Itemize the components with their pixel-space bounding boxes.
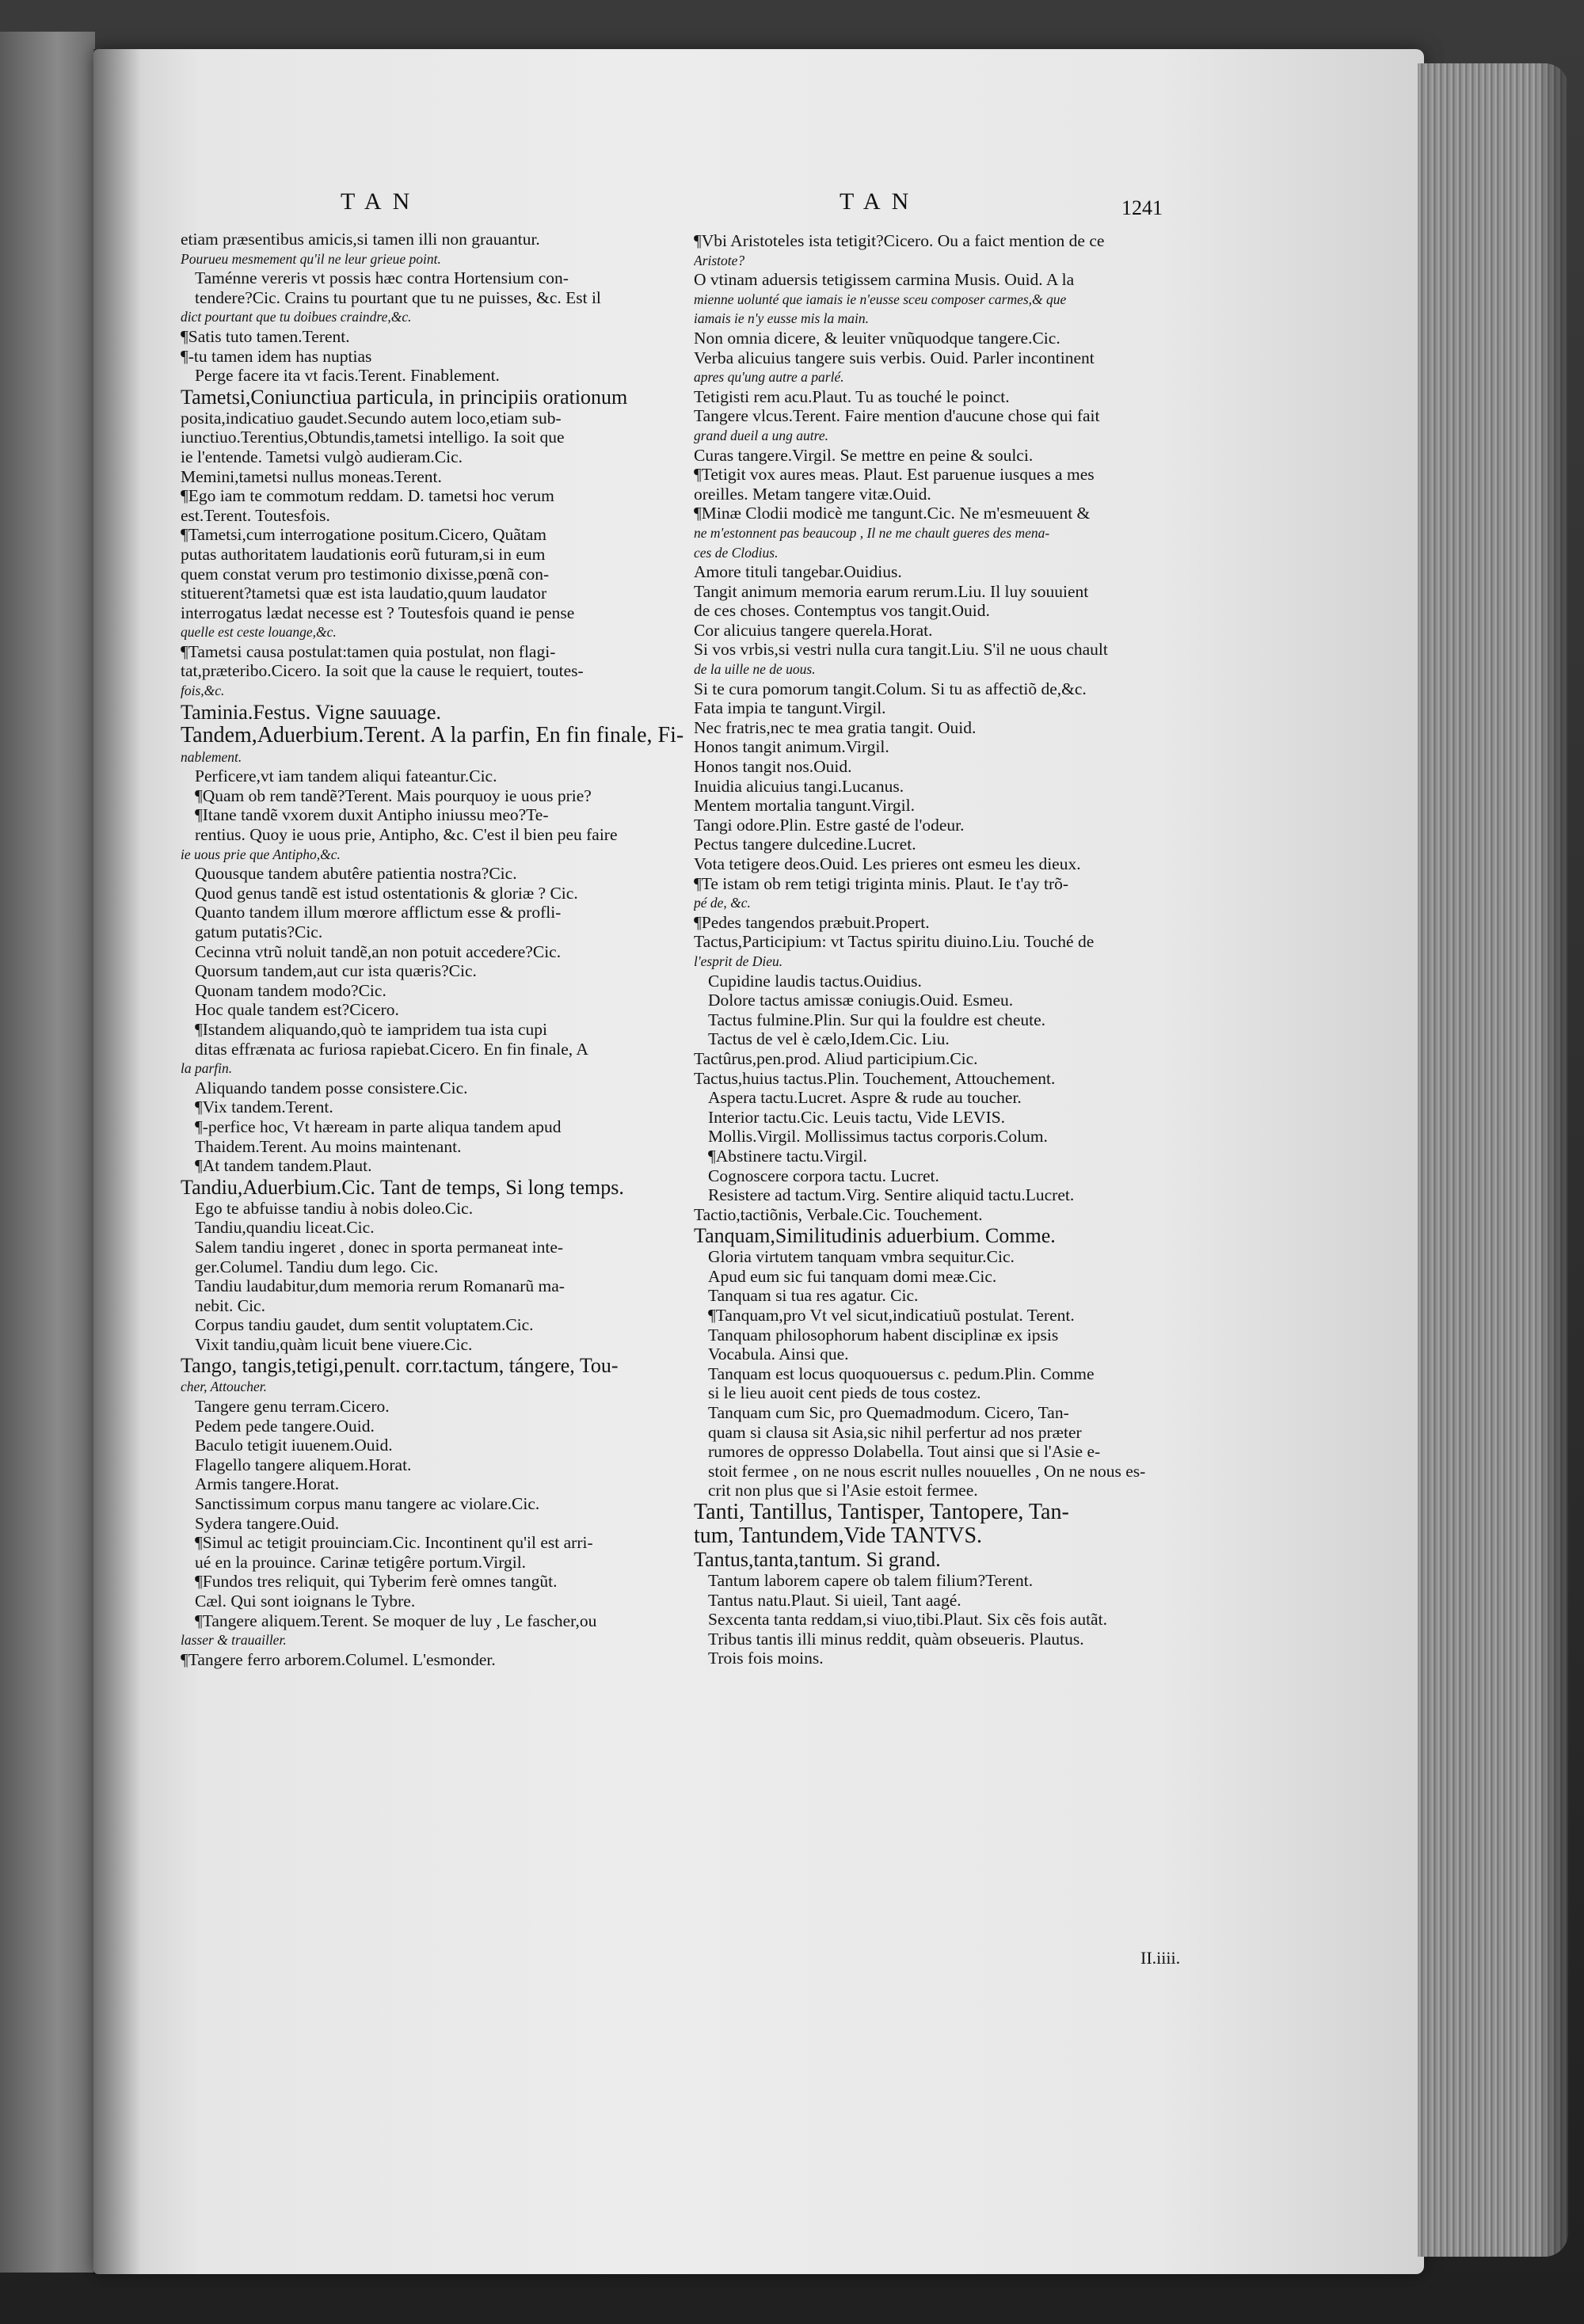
text-line: Mollis.Virgil. Mollissimus tactus corporis.Colum.: [708, 1127, 1048, 1147]
text-line: Armis tangere.Horat.: [195, 1474, 340, 1494]
text-line: Tandiu laudabitur,dum memoria rerum Romanarũ ma-: [195, 1276, 565, 1296]
text-line: Flagello tangere aliquem.Horat.: [195, 1455, 412, 1474]
text-line: crit non plus que si l'Asie estoit fermee.: [708, 1481, 978, 1501]
text-line: ¶Vbi Aristoteles ista tetigit?Cicero. Ou a faict mention de ce: [694, 231, 1105, 250]
text-line: Quorsum tandem,aut cur ista quæris?Cic.: [195, 961, 477, 981]
text-line: Tandem,Aduerbium.Terent. A la parfin, En fin finale, Fi-: [181, 723, 684, 747]
text-line: Amore tituli tangebar.Ouidius.: [694, 562, 902, 582]
text-line: ¶Tanquam,pro Vt vel sicut,indicatiuũ postulat. Terent.: [708, 1306, 1075, 1326]
text-line: Ego te abfuisse tandiu à nobis doleo.Cic.: [195, 1198, 474, 1218]
text-line: Tametsi,Coniunctiua particula, in principiis orationum: [181, 385, 628, 409]
text-line: de la uille ne de uous.: [694, 661, 816, 678]
text-line: Pourueu mesmement qu'il ne leur grieue point.: [181, 250, 441, 267]
text-line: Memini,tametsi nullus moneas.Terent.: [181, 466, 442, 486]
text-line: ¶Satis tuto tamen.Terent.: [181, 326, 350, 346]
text-line: Tactus,huius tactus.Plin. Touchement, Attouchement.: [694, 1068, 1056, 1088]
text-line: Fata impia te tangunt.Virgil.: [694, 698, 886, 718]
text-line: quem constat verum pro testimonio dixisse,pœnã con-: [181, 564, 550, 584]
text-line: Cognoscere corpora tactu. Lucret.: [708, 1166, 939, 1185]
page-stack-edge: [1418, 63, 1568, 2257]
text-line: Sydera tangere.Ouid.: [195, 1513, 340, 1533]
text-line: Si te cura pomorum tangit.Colum. Si tu as affectiõ de,&c.: [694, 679, 1087, 698]
text-line: Pectus tangere dulcedine.Lucret.: [694, 835, 916, 854]
text-line: iunctiuo.Terentius,Obtundis,tametsi intelligo. Ia soit que: [181, 428, 565, 447]
text-line: Tandiu,quandiu liceat.Cic.: [195, 1218, 375, 1238]
text-line: ie l'entende. Tametsi vulgò audieram.Cic.: [181, 447, 463, 466]
text-line: de ces choses. Contemptus vos tangit.Ouid.: [694, 601, 990, 621]
text-line: grand dueil a ung autre.: [694, 427, 828, 443]
running-head-right: TAN: [840, 188, 920, 215]
text-line: ¶Minæ Clodii modicè me tangunt.Cic. Ne m'esmeuuent &: [694, 504, 1091, 523]
text-line: ie uous prie que Antipho,&c.: [181, 846, 341, 862]
text-line: ¶Itane tandẽ vxorem duxit Antipho iniussu meo?Te-: [195, 805, 549, 825]
text-line: Tangi odore.Plin. Estre gasté de l'odeur.: [694, 815, 965, 835]
text-line: Tactus,Participium: vt Tactus spiritu diuino.Liu. Touché de: [694, 932, 1095, 952]
text-line: Tanti, Tantillus, Tantisper, Tantopere, Tan-: [694, 1501, 1069, 1524]
text-line: iamais ie n'y eusse mis la main.: [694, 310, 870, 327]
text-line: stituerent?tametsi quæ est ista laudatio,quum laudator: [181, 584, 547, 603]
right-text-column: [694, 231, 1224, 1668]
text-line: ¶Tetigit vox aures meas. Plaut. Est paruenue iusques a mes: [694, 465, 1095, 485]
text-line: Taménne vereris vt possis hæc contra Hortensium con-: [195, 268, 569, 288]
text-line: Honos tangit animum.Virgil.: [694, 737, 889, 757]
text-line: Sanctissimum corpus manu tangere ac violare.Cic.: [195, 1494, 540, 1514]
running-head-left: TAN: [341, 188, 421, 215]
text-line: Tandiu,Aduerbium.Cic. Tant de temps, Si long temps.: [181, 1175, 624, 1199]
text-line: Resistere ad tactum.Virg. Sentire aliquid tactu.Lucret.: [708, 1185, 1075, 1205]
text-line: tum, Tantundem,Vide TANTVS.: [694, 1524, 983, 1548]
text-line: Tanquam cum Sic, pro Quemadmodum. Cicero, Tan-: [708, 1403, 1069, 1423]
text-line: quam si clausa sit Asia,sic nihil perfertur ad nos præter: [708, 1422, 1082, 1442]
text-line: stoit fermee , on ne nous escrit nulles nouuelles , On ne nous es-: [708, 1461, 1146, 1481]
text-line: Non omnia dicere, & leuiter vnũquodque tangere.Cic.: [694, 328, 1060, 348]
text-line: Aliquando tandem posse consistere.Cic.: [195, 1078, 468, 1097]
text-line: Cæl. Qui sont ioignans le Tybre.: [195, 1592, 416, 1611]
text-line: Corpus tandiu gaudet, dum sentit voluptatem.Cic.: [195, 1315, 534, 1335]
signature-mark: II.iiii.: [1140, 1948, 1181, 1968]
text-line: l'esprit de Dieu.: [694, 953, 783, 969]
text-line: O vtinam aduersis tetigissem carmina Musis. Ouid. A la: [694, 270, 1075, 290]
text-line: Aristote?: [694, 252, 745, 268]
text-line: rentius. Quoy ie uous prie, Antipho, &c. C'est il bien peu faire: [195, 825, 618, 845]
text-line: Tango, tangis,tetigi,penult. corr.tactum, tángere, Tou-: [181, 1354, 619, 1378]
text-line: ¶-tu tamen idem has nuptias: [181, 346, 372, 366]
text-line: Verba alicuius tangere suis verbis. Ouid. Parler incontinent: [694, 348, 1095, 367]
text-line: ¶Abstinere tactu.Virgil.: [708, 1146, 867, 1166]
text-line: ué en la prouince. Carinæ tetigêre portum.Virgil.: [195, 1552, 527, 1572]
text-line: Trois fois moins.: [708, 1649, 824, 1668]
text-line: Interior tactu.Cic. Leuis tactu, Vide LEVIS.: [708, 1107, 1006, 1127]
left-text-column: [181, 230, 711, 1669]
text-line: Vixit tandiu,quàm licuit bene viuere.Cic.: [195, 1334, 473, 1354]
page-gutter-shadow: [93, 49, 141, 2274]
text-line: ger.Columel. Tandiu dum lego. Cic.: [195, 1257, 439, 1276]
text-line: Tanquam,Similitudinis aduerbium. Comme.: [694, 1224, 1056, 1248]
text-line: Baculo tetigit iuuenem.Ouid.: [195, 1436, 393, 1455]
text-line: ¶Vix tandem.Terent.: [195, 1097, 333, 1117]
text-line: lasser & trauailler.: [181, 1632, 287, 1649]
text-line: Curas tangere.Virgil. Se mettre en peine & soulci.: [694, 445, 1034, 465]
text-line: Perge facere ita vt facis.Terent. Finablement.: [195, 366, 500, 386]
text-line: quelle est ceste louange,&c.: [181, 624, 337, 641]
text-line: si le lieu auoit cent pieds de tous costez.: [708, 1383, 981, 1403]
text-line: ¶Fundos tres reliquit, qui Tyberim ferè omnes tangũt.: [195, 1572, 558, 1592]
text-line: Apud eum sic fui tanquam domi meæ.Cic.: [708, 1266, 997, 1286]
text-line: Tactio,tactiõnis, Verbale.Cic. Touchement.: [694, 1204, 983, 1224]
text-line: ditas effrænata ac furiosa rapiebat.Cicero. En fin finale, A: [195, 1039, 588, 1059]
text-line: Cecinna vtrũ noluit tandẽ,an non potuit accedere?Cic.: [195, 941, 562, 961]
text-line: Thaidem.Terent. Au moins maintenant.: [195, 1136, 462, 1156]
text-line: ne m'estonnent pas beaucoup , Il ne me chault gueres des mena-: [694, 524, 1050, 541]
text-line: apres qu'ung autre a parlé.: [694, 369, 844, 386]
text-line: nablement.: [181, 748, 242, 765]
text-line: ¶Istandem aliquando,quò te iampridem tua ista cupi: [195, 1019, 548, 1039]
text-line: Tanquam philosophorum habent disciplinæ ex ipsis: [708, 1325, 1059, 1345]
text-line: Dolore tactus amissæ coniugis.Ouid. Esmeu.: [708, 991, 1014, 1010]
text-line: la parfin.: [181, 1060, 233, 1077]
text-line: etiam præsentibus amicis,si tamen illi non grauantur.: [181, 230, 540, 249]
text-line: Quonam tandem modo?Cic.: [195, 980, 386, 1000]
text-line: pé de, &c.: [694, 895, 751, 911]
text-line: Tactûrus,pen.prod. Aliud participium.Cic.: [694, 1048, 978, 1068]
text-line: gatum putatis?Cic.: [195, 922, 323, 941]
text-line: ¶Quam ob rem tandẽ?Terent. Mais pourquoy ie uous prie?: [195, 785, 592, 805]
text-line: mienne uolunté que iamais ie n'eusse sceu composer carmes,& que: [694, 291, 1067, 307]
text-line: Cupidine laudis tactus.Ouidius.: [708, 971, 922, 991]
text-line: Vocabula. Ainsi que.: [708, 1345, 849, 1364]
text-line: fois,&c.: [181, 683, 225, 699]
text-line: Si vos vrbis,si vestri nulla cura tangit.Liu. S'il ne uous chault: [694, 640, 1108, 660]
text-line: ¶Te istam ob rem tetigi triginta minis. Plaut. Ie t'ay trõ-: [694, 873, 1069, 893]
text-line: Honos tangit nos.Ouid.: [694, 757, 852, 777]
text-line: Tantum laborem capere ob talem filium?Terent.: [708, 1571, 1034, 1590]
text-line: rumores de oppresso Dolabella. Tout ainsi que si l'Asie e-: [708, 1442, 1101, 1462]
text-line: ¶Tametsi causa postulat:tamen quia postulat, non flagi-: [181, 641, 556, 661]
text-line: Quanto tandem illum mœrore afflictum esse & profli-: [195, 903, 562, 922]
text-line: Hoc quale tandem est?Cicero.: [195, 1000, 399, 1020]
text-line: Tantus,tanta,tantum. Si grand.: [694, 1548, 941, 1571]
text-line: Tanquam est locus quoquouersus c. pedum.Plin. Comme: [708, 1364, 1095, 1383]
text-line: ¶Ego iam te commotum reddam. D. tametsi hoc verum: [181, 486, 554, 506]
text-line: ces de Clodius.: [694, 544, 779, 561]
text-line: Taminia.Festus. Vigne sauuage.: [181, 700, 442, 724]
text-line: Tribus tantis illi minus reddit, quàm obseueris. Plautus.: [708, 1629, 1084, 1649]
text-line: ¶Tangere ferro arborem.Columel. L'esmonder.: [181, 1649, 496, 1669]
text-line: Vota tetigere deos.Ouid. Les prieres ont esmeu les dieux.: [694, 854, 1081, 873]
text-line: ¶Tametsi,cum interrogatione positum.Cicero, Quãtam: [181, 525, 547, 545]
text-line: tendere?Cic. Crains tu pourtant que tu ne puisses, &c. Est il: [195, 287, 601, 307]
text-line: Tangere genu terram.Cicero.: [195, 1397, 390, 1417]
text-line: Aspera tactu.Lucret. Aspre & rude au toucher.: [708, 1088, 1022, 1108]
text-line: Salem tandiu ingeret , donec in sporta permaneat inte-: [195, 1237, 564, 1257]
text-line: Quousque tandem abutêre patientia nostra?Cic.: [195, 864, 517, 884]
text-line: interrogatus lædat necesse est ? Toutesfois quand ie pense: [181, 603, 575, 622]
text-line: Tangit animum memoria earum rerum.Liu. Il luy souuient: [694, 581, 1089, 601]
text-line: tat,præteribo.Cicero. Ia soit que la cause le requiert, toutes-: [181, 661, 584, 681]
page-number: 1241: [1121, 196, 1163, 219]
text-line: ¶Simul ac tetigit prouinciam.Cic. Incontinent qu'il est arri-: [195, 1533, 593, 1553]
text-line: nebit. Cic.: [195, 1295, 265, 1315]
facing-page-edge: [0, 32, 95, 2273]
text-line: Sexcenta tanta reddam,si viuo,tibi.Plaut. Six cẽs fois autãt.: [708, 1610, 1107, 1630]
text-line: Tanquam si tua res agatur. Cic.: [708, 1286, 919, 1306]
text-line: Cor alicuius tangere querela.Horat.: [694, 620, 933, 640]
text-line: Perficere,vt iam tandem aliqui fateantur.Cic.: [195, 766, 497, 786]
text-line: Quod genus tandẽ est istud ostentationis & gloriæ ? Cic.: [195, 883, 578, 903]
text-line: Tantus natu.Plaut. Si uieil, Tant aagé.: [708, 1590, 961, 1610]
text-line: posita,indicatiuo gaudet.Secundo autem loco,etiam sub-: [181, 408, 562, 428]
text-line: Inuidia alicuius tangi.Lucanus.: [694, 776, 904, 796]
text-line: putas authoritatem laudationis eorũ futuram,si in eum: [181, 544, 546, 564]
text-line: est.Terent. Toutesfois.: [181, 505, 330, 525]
text-line: Mentem mortalia tangunt.Virgil.: [694, 796, 915, 816]
text-line: ¶At tandem tandem.Plaut.: [195, 1156, 372, 1176]
text-line: ¶Tangere aliquem.Terent. Se moquer de luy , Le fascher,ou: [195, 1611, 597, 1630]
text-line: Pedem pede tangere.Ouid.: [195, 1416, 375, 1436]
text-line: dict pourtant que tu doibues craindre,&c.: [181, 309, 412, 325]
text-line: Tactus de vel è cælo,Idem.Cic. Liu.: [708, 1029, 950, 1049]
text-line: Tetigisti rem acu.Plaut. Tu as touché le poinct.: [694, 386, 1010, 406]
text-line: ¶-perfice hoc, Vt hæream in parte aliqua tandem apud: [195, 1116, 562, 1136]
text-line: cher, Attoucher.: [181, 1379, 268, 1395]
text-line: Nec fratris,nec te mea gratia tangit. Ouid.: [694, 717, 977, 737]
text-line: Gloria virtutem tanquam vmbra sequitur.Cic.: [708, 1247, 1015, 1267]
text-line: oreilles. Metam tangere vitæ.Ouid.: [694, 484, 931, 504]
text-line: Tactus fulmine.Plin. Sur qui la fouldre est cheute.: [708, 1010, 1046, 1029]
text-line: ¶Pedes tangendos præbuit.Propert.: [694, 912, 930, 932]
text-line: Tangere vlcus.Terent. Faire mention d'aucune chose qui fait: [694, 406, 1100, 426]
